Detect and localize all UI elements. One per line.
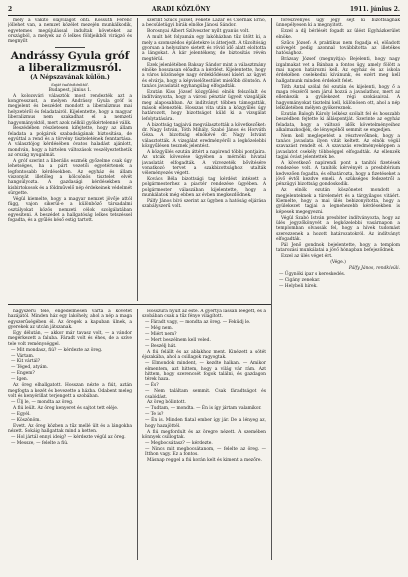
column-2-bottom xyxy=(142,309,266,560)
paragraph: A következő napirendi pont a tanítói fizetések rendezése volt. A tanítók kérvényét a presbitérium kedvezően fogadta, és elhatározta, hogy a fizetéseket a jövő évtől kezdve emeli. A szükséges fedezetről a pénzügyi bizottság gondoskodik. xyxy=(276,161,400,188)
paragraph: Tóth Antal szólal fel ezután és kijelenti, hogy ő a maga részéről nem járul hozzá a javaslathoz, mert az ellenkezik a gyülekezet régi szokásaival. A hagyományokat tisztelni kell, különösen ott, ahol a nép lelkületében mélyen gyökereznek. xyxy=(276,84,400,111)
paragraph: Hosszúra nyúlt az este. A gyertya lassan leégett, és a szobában csak a tűz fénye világított. xyxy=(142,309,266,320)
paragraph: Másnap reggel a fiú korán kelt és kiment a mezőre. xyxy=(147,458,262,464)
paragraph: Az elnök ezután köszönetet mondott a megjelenteknek a türelemért és a tárgyilagos vitáért. Kiemelte, hogy a mai ülés bebizonyította, hogy a gyülekezet tagjai a legnehezebb kérdésekben is képesek megegyezni. xyxy=(276,188,400,215)
paragraph: Az öreg bólintott. xyxy=(147,400,186,406)
paragraph: A kolozsvári választók most rendezték azt a kongresszust, a melyen Andrássy Gyula gróf is megjelent és beszédet mondott a liberalizmus mai helyzetéről és feladatairól. Kijelentette, hogy a magyar liberalizmus nem szakadhat el a nemzeti hagyományoktól, mert azok nélkül gyökértelenné válik. xyxy=(8,93,132,126)
paragraph: főrészvényes úgy jegy sejt ki bizottságnak ünnepélyesen ki a megnyitott. xyxy=(276,18,400,29)
dialogue-line: — Nincs mit megbocsátanom, — felelte az öreg. — Itthon vagy. Ez a fontos. xyxy=(145,446,266,458)
paragraph: Ezzel az ülés véget ért. xyxy=(281,254,333,260)
dialogue-line: — Hol jártál ennyi ideig? — kérdezte végül az öreg. xyxy=(11,434,126,440)
header-rule xyxy=(8,15,400,16)
page-header xyxy=(8,3,400,15)
paragraph: Végül kiemelte, hogy a magyar nemzet jövője attól függ, vajon sikerül-e a különböző társadalmi osztályokat közös nemzeti célok szolgálatában egyesíteni. A beszédet a hallgatóság lelkes tetszéssel fogadta, és a gyűlés késő estig tartott. xyxy=(8,197,132,224)
paragraph: Ezek jelenlétében Baksay Sándor mint a választmány elnöke hosszasan előadta a kérdést. Kijelentette, hogy a város közönsége nagy érdeklődéssel kíséri az ügyet és elvárja, hogy a képviselőtestület mielőbb döntsön. A tanács javaslatát egyhangúlag elfogadták. xyxy=(142,62,266,89)
dialogue-line: — Vártam. xyxy=(11,353,35,359)
paragraph: Brázsay József (megnyitja): Bejelenti, hogy nagy izgalmakat vet a Bánban a fontos ügy, amely fölött a mai napon határozni kell. Az egyház és az iskola érdekében cselekedni kívánunk, és ezért meg kell hallgatnunk minden érdekelt felet. xyxy=(276,57,400,84)
column-divider xyxy=(271,18,272,560)
article-title: Andrássy Gyula gróf a liberalizmusról. xyxy=(10,49,130,74)
dialogue-line: — Ülj le, — mondta az öreg. xyxy=(11,399,74,405)
paragraph: A bizottság tagjaivá megválasztották a következőket: dr. Nagy István, Tóth Mihály, Szabó János és Horváth Géza. A bizottság elnökévé dr. Nagy Istvánt választották. A vizsgálat eredményéről a legközelebbi közgyűlésen tesznek jelentést. xyxy=(142,122,266,149)
paragraph: Ezután Balogh Károly lelkész szólalt fel és hosszabb beszédben fejtette ki álláspontját. Szerinte az egyház feladata, hogy a változó idők követelményeihez alkalmazkodjék, de lényegéből semmit se engedjen. xyxy=(276,111,400,133)
dialogue-line: — Engem? xyxy=(11,371,35,377)
paragraph: Végül Szabó István presbiter indítványozta, hogy az ülés jegyzőkönyvét a legközelebbi vasárnapon a templomban olvassák fel, hogy a hívek tudomást szerezzenek a hozott határozatokról. Az indítványt elfogadták. xyxy=(276,215,400,243)
paragraph: Kovács Béla bizottsági tag kérdést intézett a polgármesterhez a piactér rendezése ügyében. A polgármester válaszában kijelentette, hogy a munkálatok még ebben az évben megkezdődnek. xyxy=(142,177,266,199)
paragraph: mely a vakító olajvilágot önti. Kossuth Ferenc jóllehet van, a nemzet közélet mezején munkálkodik, egyetemes megújulással indultak követeket az országból, a melyek az ő lelkes földjeikből virágzó és megnyílt xyxy=(8,18,132,45)
dialogue-line: — Beszélj hát. xyxy=(145,344,177,350)
dialogue-line: — Megbocsátasz? — kérdezte. xyxy=(145,440,213,446)
paragraph: Pálfy János bíró szerint az ügyben a hatóság eljárása szabályszerű volt. xyxy=(142,199,266,210)
paragraph: Pál Jenő gondnok bejelentette, hogy a templom tatarozási munkálatai a jövő hónapban befejeződnek. xyxy=(276,243,400,254)
paragraph: Ezután Kiss József közgyűlési elnök felszólalt és indítványozta, hogy a városi pénztár ügyeit vizsgálják meg alaposabban. Az indítványt többen támogatták, mások ellenezték. Hosszas vita után a közgyűlés úgy határozott, hogy bizottságot küld ki a vizsgálat lefolytatására. xyxy=(142,89,266,122)
paragraph: Az öreg elhallgatott. Hosszan nézte a fiút, aztán megfogta a kezét és bevezette a házba. Odabent meleg volt és kenyérillat terjengett a szobában. xyxy=(8,383,132,399)
section-divider xyxy=(55,47,85,48)
dialogue-line: — Még nem. xyxy=(145,326,174,332)
paragraph: Nem kell meglepetést a résztvevőknek, hogy a tanács javaslata ilyen vitát keltett. Az elnök végül szavazást rendelt el. A szavazás eredményeképpen a javaslatot csekély többséggel elfogadták. Az ellenzék tagjai óvást jelentettek be. xyxy=(276,133,400,161)
dialogue-line: — Mert beszélnem kell veled. xyxy=(145,338,211,344)
paragraph: A fiú leült. Az öreg kenyeret és sajtot tett eléje. xyxy=(13,405,119,411)
newspaper-name: ARADI KÖZLÖNY xyxy=(151,5,211,13)
paragraph: A gróf szerint a liberális eszmék győzelme csak úgy lehetséges, ha a párt vezetői egyetértenek a legfontosabb kérdésekben. Az egyház és állam viszonyát illetőleg a kölcsönös tisztelet elvét hangsúlyozta. A gazdasági kérdésekben a kisbirtokosok és a földművelő nép érdekeinek védelmét sürgette. xyxy=(8,159,132,197)
column-divider xyxy=(137,18,138,301)
section-rule xyxy=(8,304,271,305)
dialogue-line: — Kit vártál? xyxy=(11,359,40,365)
dialogue-line: — És? xyxy=(145,383,159,389)
paragraph: Egy délután, — akkor már tavasz volt, — a vándor megérkezett a faluba. Fáradt volt és éhes, de a szíve tele volt reménységgel. xyxy=(8,330,132,347)
dialogue-line: — Köszönöm. xyxy=(11,417,41,423)
paragraph: nagyszerű tele, engedelmesen várta a követet hazájától. Minden ház egy lakóhely, ahol a nép a maga egyszerűségében él. Az öregek a kapuban ülnek, a gyerekek az utcán játszanak. xyxy=(8,309,132,331)
issue-date: 1911. június 2. xyxy=(349,5,400,13)
paragraph: szerint Szűcs József, Fekete Lázár és Csernák Ernő, a becsületügyi bírák elnöke Jánosi Sándor. xyxy=(142,18,266,29)
dialogue-line: — Tudtam, — mondta. — Én is így jártam valamikor. xyxy=(145,406,262,412)
paragraph: Beszédében részletesen kifejtette, hogy az állam feladata a polgárok szabadságának biztosítása, de egyúttal a rend és a törvény tiszteletének fenntartása. A választójog kérdésében óvatos haladást ajánlott, mondván, hogy a hirtelen változások veszélyeztethetik az ország nyugalmát. xyxy=(8,126,132,159)
column-1-bottom xyxy=(8,309,132,560)
paragraph: A fiú felállt és az ablakhoz ment. Kinézett a sötét éjszakába, ahol a csillagok ragyogtak. xyxy=(142,349,266,361)
dialogue-line: — Fáradt vagy, — mondta az öreg. — Feküdj le. xyxy=(145,320,251,326)
dialogue-line: — Messze, — felelte a fiú. xyxy=(11,440,69,446)
paragraph: Szűcs József: A praktikus nem fogadja el, előadott szövegét pedig azonnal továbbította az illetékes hatósághoz. xyxy=(276,40,400,57)
dialogue-line: — Én is. Minden fiatal ember így jár. De a lényeg az, hogy hazajöttél. xyxy=(145,418,266,429)
signature: Pálfy János, rendkívüli. xyxy=(348,266,400,272)
list-item: — Cigány zenekar. xyxy=(279,278,321,284)
dialogue-line: — Igen. xyxy=(11,377,29,383)
paragraph: A közgyűlés ezután áttért a napirend többi pontjaira. Az utcák kövezése ügyében a mérnöki hivatal javaslatát elfogadták. A vízvezeték bővítésére vonatkozó tervet a szakbizottsághoz utalták véleményezés végett. xyxy=(142,149,266,177)
list-item: — Helybeli hírek. xyxy=(279,284,318,289)
dialogue-line: — Téged, atyám. xyxy=(11,365,49,371)
dialogue-line: — Mit mondasz, fiú? — kérdezte az öreg. xyxy=(11,347,103,353)
article-subtitle: (A Népszavának külön.) xyxy=(30,74,110,82)
paragraph: A fiú megfordult és az öregre nézett. A szemében könnyek csillogtak. xyxy=(142,429,266,440)
column-2-top xyxy=(142,18,266,301)
dialogue-line: — Miért nem? xyxy=(145,332,177,338)
page-number: 2 xyxy=(8,5,13,13)
paragraph: Borosnyai Albert Szilveszter nyílt gyanús volt. xyxy=(147,29,250,35)
paragraph: Ezzel a díj bérlését fogadt az ülést Egyházkerület elnöke. xyxy=(276,29,400,40)
dialogue-line: — Elmondok mindent, — kezdte halkan. — Amikor elmentem, azt hittem, hogy a világ vár rám. Azt hittem, hogy szerencsét fogok találni, és gazdagon térek haza. xyxy=(145,361,266,383)
dialogue-line: — Nem találtam semmit. Csak fáradtságot és csalódást. xyxy=(145,389,266,400)
article-byline: Saját tudósítónktól. xyxy=(51,81,89,87)
dialogue-line: — Te is? xyxy=(145,412,164,418)
paragraph: A mult hét folyamán egy lakóházban tűz ütött ki, a mely a szomszédos épületekre is átterjedt. A tűzoltóság gyorsan a helyszínre sietett és rövid idő alatt eloltotta a lángokat. A kár jelentékeny, de biztosítás révén megtérül. xyxy=(142,35,266,62)
dateline: Budapest, június 1. xyxy=(48,87,92,93)
column-1-top xyxy=(8,18,132,301)
column-divider xyxy=(137,309,138,560)
list-item: — Ügynöki ipar s kereskedés. xyxy=(279,272,346,278)
article-end-mark: (Vége.) xyxy=(330,260,346,266)
column-3 xyxy=(276,18,400,560)
dialogue-line: — Egyél. xyxy=(11,411,31,417)
paragraph: Evett. Az öreg közben a tűz mellé ült és a lángokba nézett. Sokáig hallgattak mind a ketten. xyxy=(8,423,132,434)
